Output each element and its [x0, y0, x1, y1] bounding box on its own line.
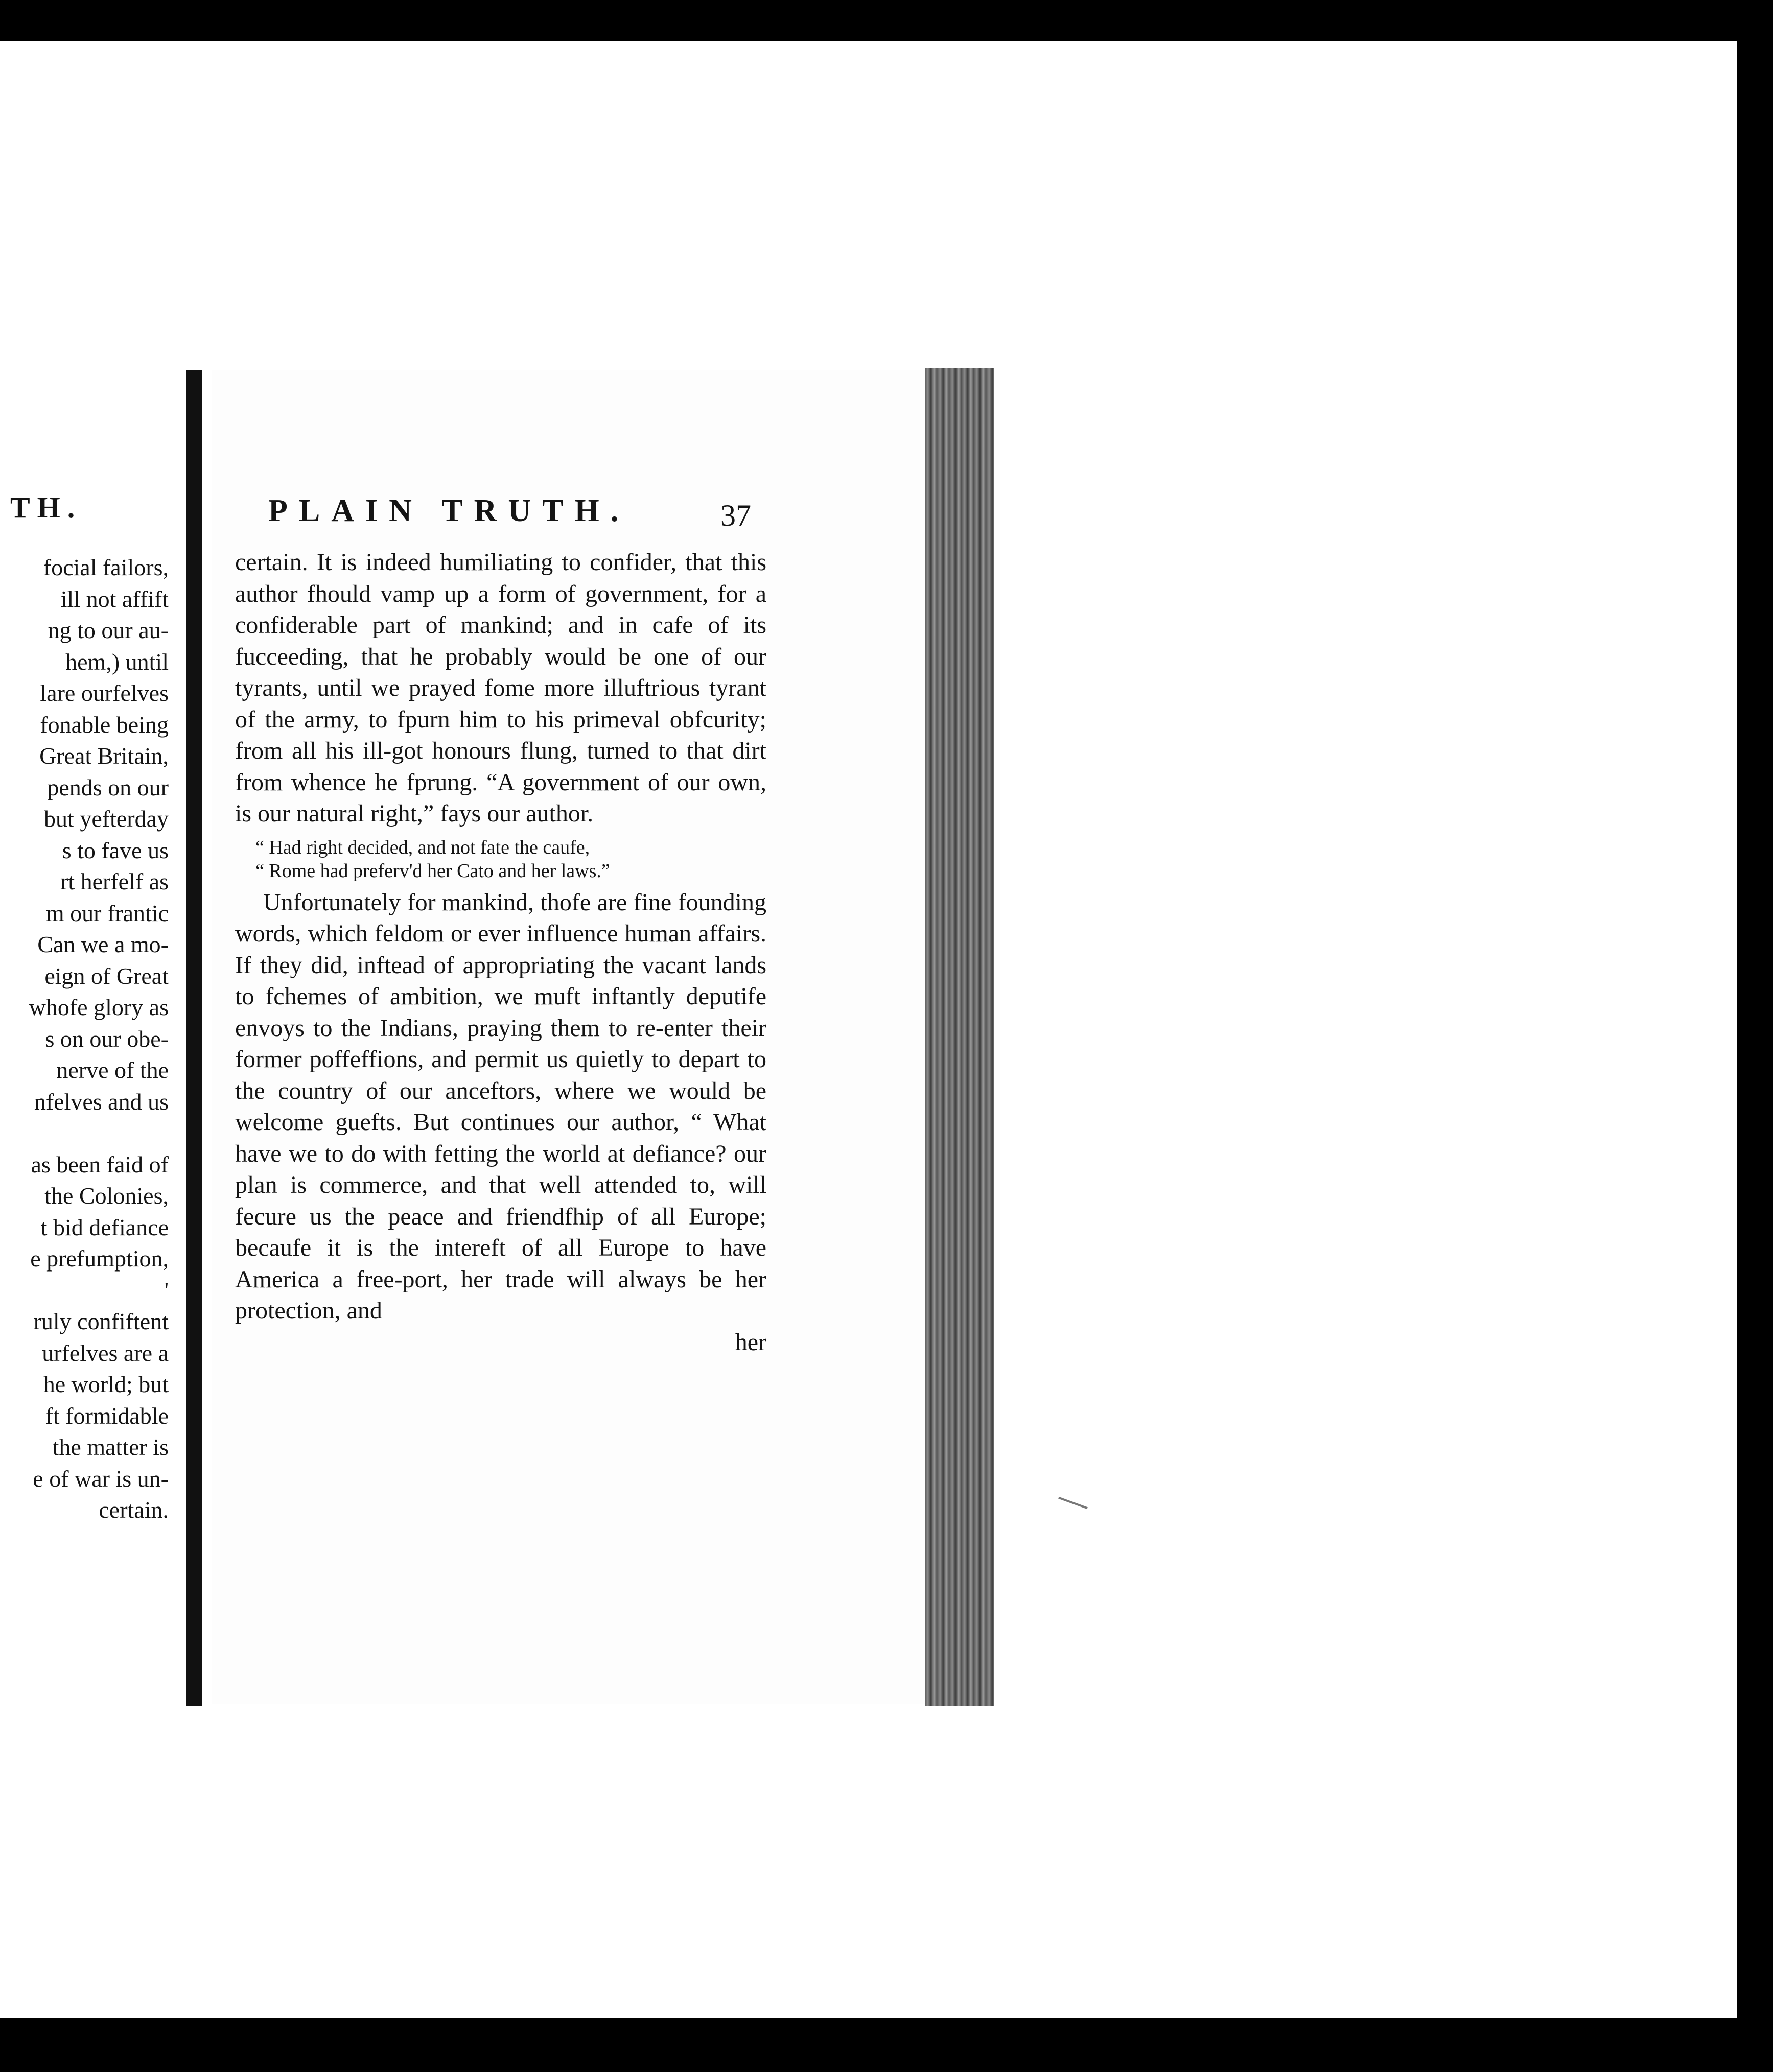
left-text-line: nerve of the: [56, 1057, 169, 1083]
left-text-line: as been faid of: [31, 1151, 169, 1178]
left-text-line: ill not affift: [60, 585, 169, 612]
verse-quote: [235, 836, 766, 883]
right-page: [212, 370, 927, 1704]
page-edges: [925, 368, 994, 1706]
left-text-line: t bid defiance: [40, 1214, 169, 1240]
left-text-line: Can we a mo-: [37, 931, 169, 957]
left-text-line: fonable being: [40, 711, 169, 738]
book-gutter: [186, 370, 202, 1706]
running-head: PLAIN TRUTH.: [268, 493, 630, 528]
left-text-line: whofe glory as: [29, 994, 169, 1020]
body-text: [235, 547, 766, 1358]
left-text-line: the Colonies,: [44, 1183, 169, 1209]
left-text-line: s to fave us: [62, 837, 169, 863]
left-text-line: e prefumption,: [30, 1245, 169, 1272]
left-text-line: he world; but: [43, 1371, 169, 1397]
page-number: 37: [720, 499, 751, 532]
left-text-line: Great Britain,: [39, 743, 169, 769]
left-text-line: the matter is: [52, 1434, 169, 1460]
left-text-line: pends on our: [47, 774, 169, 800]
left-text-line: m our frantic: [45, 900, 169, 926]
left-running-head: TH.: [10, 491, 82, 524]
left-text-line: hem,) until: [65, 648, 169, 675]
left-text-line: eign of Great: [44, 962, 169, 989]
left-text-line: focial failors,: [43, 554, 169, 580]
left-text-line: s on our obe-: [45, 1025, 169, 1052]
catchword: her: [735, 1328, 766, 1356]
left-text-line: ruly confiftent: [33, 1308, 169, 1334]
scan-artifact: [1058, 1497, 1088, 1509]
left-text-line: urfelves are a: [42, 1339, 169, 1366]
left-text-line: e of war is un-: [33, 1465, 169, 1492]
paragraph: Unfortunately for mankind, thofe are fine founding words, which feldom or ever influence human affairs. If they did, inftead of appropriating the vacant lands to fchemes of ambition, we muft inftantly deputife envoys to the Indians, praying them to re-enter their former poffeffions, and permit us quietly to depart to the country of our anceftors, where we would be welcome guefts. But continues our author, “ What have we to do with fetting the world at defiance? our plan is commerce, and that well attended to, will fecure us the peace and friendfhip of all Europe; becaufe it is the intereft of all Europe to have America a free-port, her trade will always be her protection, and: [235, 888, 766, 1324]
left-text-line: certain.: [99, 1497, 169, 1523]
paragraph: certain. It is indeed humiliating to confider, that this author fhould vamp up a form of government, for a confiderable part of mankind; and in cafe of its fucceeding, that he probably would be one of our tyrants, until we prayed fome more illuftrious tyrant of the army, to fpurn him to his primeval obfcurity; from all his ill-got honours flung, turned to that dirt from whence he fprung. “A government of our own, is our natural right,” fays our author.: [235, 549, 766, 827]
left-text-line: nfelves and us: [34, 1088, 169, 1115]
left-text-line: ng to our au-: [48, 617, 169, 643]
left-text-line: but yefterday: [44, 806, 169, 832]
left-text-line: ft formidable: [45, 1402, 169, 1429]
scan-sheet: [0, 41, 1737, 2018]
verse-line: “ Rome had preferv'd her Cato and her laws.”: [255, 860, 610, 882]
left-text-line: lare ourfelves: [40, 680, 169, 706]
left-text-line: rt herfelf as: [60, 868, 169, 894]
left-text-line: ': [164, 1277, 169, 1303]
verse-line: “ Had right decided, and not fate the caufe,: [255, 836, 590, 858]
